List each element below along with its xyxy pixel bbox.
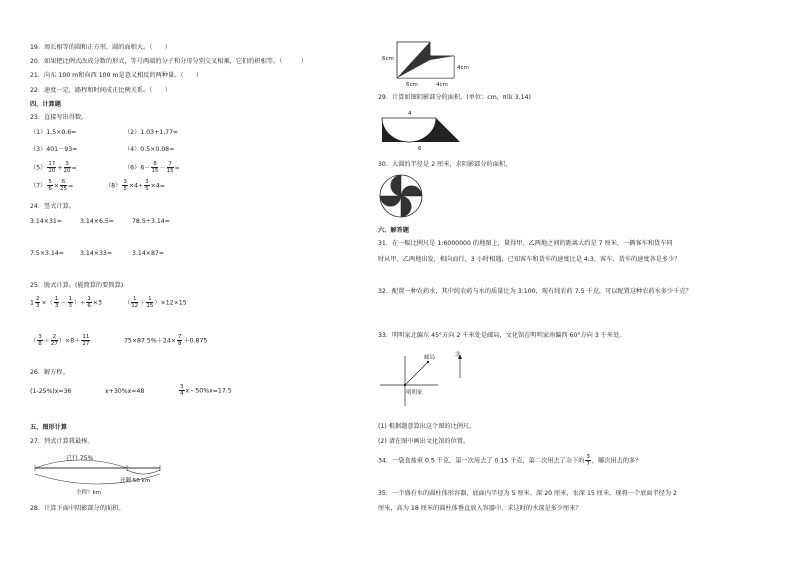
- calc-5-label: （5）: [30, 164, 47, 172]
- fraction: $\frac{7}{8}$: [177, 334, 182, 347]
- fig1-bottom-a-label: 6cm: [406, 82, 418, 88]
- fraction: $\frac{1}{3}$: [68, 296, 72, 309]
- fraction: $\frac{5}{6}$: [48, 179, 52, 192]
- trapezoid-semicircle-figure: [378, 108, 468, 152]
- section-4-heading: 四、计算题: [30, 101, 61, 108]
- q25-expr-1: 1 $\frac{2}{3}$ ×（ $\frac{1}{3}$ － $\frac{1}{3}$ ）÷ $\frac{1}{6}$ ×3: [30, 296, 102, 309]
- q24-item-3: 78.5÷3.14=: [132, 218, 170, 225]
- question-33-1: (1) 根据题意算出这个图的比例尺。: [378, 423, 476, 430]
- pinwheel-circle-figure: [377, 172, 425, 220]
- calc-3: （3）401－93=: [30, 146, 78, 153]
- question-21: 21．向东 100 m和向西 100 m是意义相反的两种量。（ ）: [30, 72, 203, 79]
- question-19: 19．周长相等的圆和正方形，圆的面积大。（ ）: [30, 44, 171, 51]
- question-24-title: 24．竖式计算。: [30, 203, 75, 210]
- calc-7: （7） $\frac{5}{6}$ × $\frac{6}{25}$ =: [30, 179, 74, 192]
- fig1-bottom-b-label: 4cm: [436, 82, 448, 88]
- calc-5: （5） $\frac{17}{20}$ + $\frac{3}{20}$ =: [30, 161, 77, 174]
- fig1-left-label: 6cm: [382, 56, 394, 62]
- home-label: 明明家: [406, 390, 423, 396]
- fraction: $\frac{2}{3}$: [35, 296, 40, 309]
- question-23-title: 23．直接写出得数。: [30, 114, 88, 121]
- q26-item-1: (1-25%)x=36: [30, 388, 72, 395]
- calc-1: （1）1.5×0.6=: [30, 129, 77, 136]
- q25-expr-4: 75×87.5%＋24× $\frac{7}{8}$ ＋0.875: [124, 334, 208, 347]
- fraction: $\frac{3}{7}$: [586, 454, 590, 467]
- fraction: $\frac{1}{6}$: [87, 296, 91, 309]
- question-25-title: 25．脱式计算。(能简算的要简算): [30, 282, 124, 289]
- fig1-right-label: 4cm: [457, 65, 469, 71]
- question-35-line-2: 厘米，高为 18 厘米的圆柱体垂直放入容器中，求这时的水深是多少厘米？: [378, 505, 582, 512]
- calc-4: （4）0.5×0.08=: [124, 146, 175, 153]
- question-31-line-1: 31．在一幅比例尺是 1:6000000 的地图上，量得甲、乙两地之间的距离大约是 7 厘米，一辆客车和货车同: [378, 240, 673, 247]
- fraction: $\frac{6}{25}$: [60, 179, 67, 192]
- fraction: $\frac{3}{8}$: [38, 334, 42, 347]
- remaining-label: 还剩 50 km: [120, 478, 151, 484]
- fraction: $\frac{8}{15}$: [151, 161, 159, 174]
- q24-item-5: 3.14×33=: [80, 250, 113, 257]
- question-26-title: 26．解方程。: [30, 369, 69, 376]
- north-label: 北: [455, 352, 461, 358]
- q24-item-6: 3.14×87=: [132, 250, 165, 257]
- question-32: 32．配置一种农药水，其中纯农药与水的质量比为 3:100，现有纯农药 7.5 千克，可以配置这种农药水多少千克？: [378, 288, 692, 295]
- traveled-label: 已行 75%: [66, 455, 94, 462]
- question-34: 34．一袋食盐重 0.5 千克，第一次用去了 0.15 千克，第二次用去了余下的 $\frac{3}{7}$ ，哪次用去的多？: [378, 454, 642, 467]
- question-27-title: 27．列式计算我最棒。: [30, 438, 94, 445]
- question-35-line-1: 35．一个盛有水的圆柱体形容器，底面内半径为 5 厘米，深 20 厘米，水深 15 厘米。现将一个底面半径为 2: [378, 490, 677, 497]
- calc-8: （8） $\frac{3}{5}$ ×4÷ $\frac{3}{5}$ ×4=: [105, 179, 165, 192]
- question-28: 28．计算下面中阴影部分的面积。: [30, 505, 125, 512]
- question-20: 20．如果把比例式改成分数的形式，等号两端的分子和分母分别交叉相乘，它们的积相等。（ ）: [30, 58, 308, 65]
- fraction: $\frac{3}{20}$: [63, 161, 71, 174]
- section-5-heading: 五、图形计算: [30, 424, 68, 431]
- q26-item-3: $\frac{3}{4}$ x - 50%x=17.5: [180, 384, 232, 397]
- q25-expr-2: （ $\frac{1}{12}$ ＋ $\frac{1}{15}$ ）×12×15: [124, 296, 187, 309]
- total-label: 全程？km: [76, 490, 102, 496]
- question-22: 22．速度一定，路程和时间成正比例关系。（ ）: [30, 87, 171, 94]
- fraction: $\frac{3}{5}$: [123, 179, 127, 192]
- section-6-heading: 六、解答题: [378, 227, 409, 234]
- post-office-label: 邮局: [424, 355, 436, 361]
- fig2-top-label: 4: [408, 111, 412, 117]
- fraction: $\frac{3}{4}$: [180, 384, 184, 397]
- shaded-rectangles-figure: [380, 38, 480, 88]
- calc-2: （2）1.03+1.77=: [124, 129, 179, 136]
- fraction: $\frac{1}{12}$: [131, 296, 139, 309]
- fraction: $\frac{17}{20}$: [48, 161, 56, 174]
- q26-item-2: x+30%x=48: [105, 388, 145, 395]
- fraction: $\frac{3}{5}$: [145, 179, 149, 192]
- fraction: $\frac{1}{15}$: [146, 296, 154, 309]
- calc-6: （6）6－ $\frac{8}{15}$ － $\frac{7}{15}$ =: [124, 161, 180, 174]
- q25-expr-3: （ $\frac{3}{8}$ ＋ $\frac{2}{27}$ ）×8＋ $\frac{11}{27}$: [30, 334, 90, 347]
- fraction: $\frac{1}{3}$: [54, 296, 59, 309]
- fig2-bottom-label: 6: [418, 146, 422, 152]
- q24-item-4: 7.5×3.14=: [30, 250, 64, 257]
- fraction: $\frac{11}{27}$: [82, 334, 90, 347]
- question-33: 33．明明家北偏东 45°方向 2 千米处是邮局，文化馆在明明家南偏西 60°方向 3 千米处。: [378, 332, 626, 339]
- direction-map: [378, 348, 478, 408]
- question-30: 30．大圆的半径是 2 厘米，求阴影部分的面积。: [378, 161, 512, 168]
- fraction: $\frac{2}{27}$: [50, 334, 58, 347]
- fraction: $\frac{7}{15}$: [166, 161, 174, 174]
- question-31-line-2: 时从甲、乙两地出发，相向而行，3 小时相遇，已知客车和货车的速度比是 4:3，客车、货车的速度各是多少？: [378, 256, 681, 263]
- q24-item-1: 3.14×31=: [30, 218, 63, 225]
- question-29: 29．计算如图阴影部分的面积。(单位：cm，π取 3.14): [378, 94, 531, 101]
- question-33-2: (2) 请在图中画出文化馆的位置。: [378, 438, 470, 445]
- distance-diagram: [30, 450, 170, 500]
- q24-item-2: 3.14×6.5=: [80, 218, 114, 225]
